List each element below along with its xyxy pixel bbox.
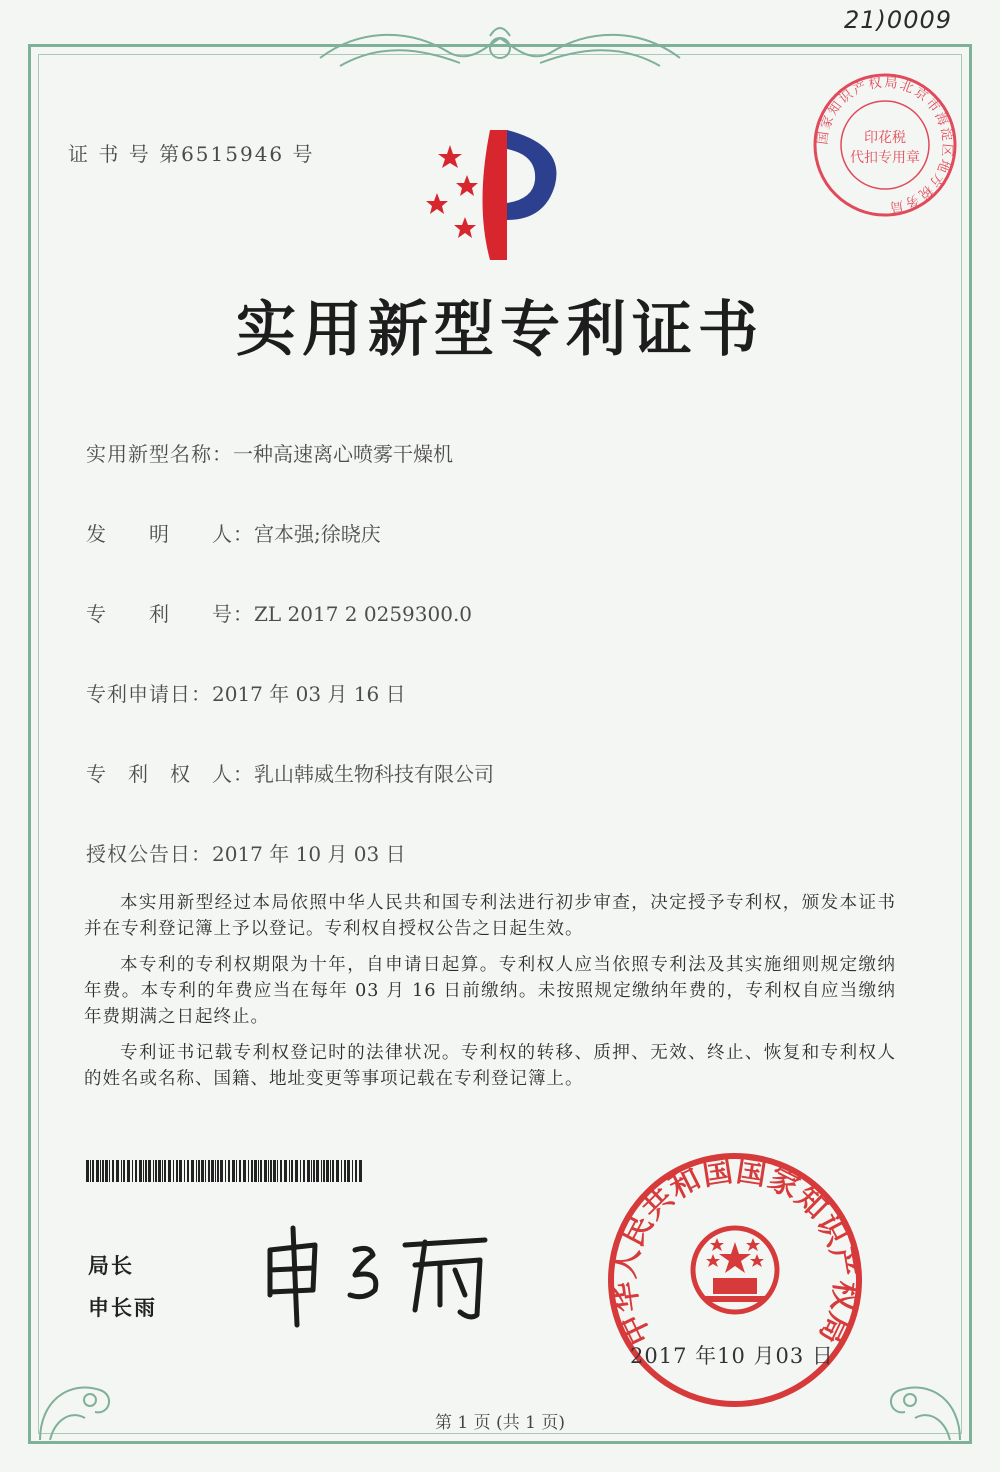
barcode-bar (352, 1160, 353, 1182)
barcode-bar (86, 1160, 89, 1182)
barcode-bar (284, 1160, 287, 1182)
barcode-bar (323, 1160, 325, 1182)
barcode-bar (332, 1160, 334, 1182)
barcode-bar (132, 1160, 133, 1182)
page-title: 实用新型专利证书 (236, 295, 764, 365)
barcode-bar (295, 1160, 298, 1182)
barcode-bar (201, 1160, 204, 1182)
field-label: 专利申请日： (86, 682, 212, 706)
body-paragraph-1: 本实用新型经过本局依照中华人民共和国专利法进行初步审查，决定授予专利权，颁发本证书并在专利登记簿上予以登记。专利权自授权公告之日起生效。 (84, 893, 896, 939)
barcode-bar (143, 1160, 144, 1182)
director-signature (255, 1220, 505, 1330)
barcode-bar (311, 1160, 312, 1182)
barcode-bar (179, 1160, 182, 1182)
barcode-bar (168, 1160, 171, 1182)
barcode-bar (116, 1160, 119, 1182)
barcode (86, 1160, 366, 1182)
field-value: 一种高速离心喷雾干燥机 (233, 442, 453, 466)
barcode-bar (90, 1160, 91, 1182)
barcode-bar (300, 1160, 301, 1182)
barcode-bar (145, 1160, 147, 1182)
patent-office-logo (415, 125, 565, 265)
barcode-bar (260, 1160, 262, 1182)
tax-seal-outer-text: 国家知识产权局北京市海淀区地方税务局 (815, 75, 955, 215)
barcode-bar (148, 1160, 151, 1182)
barcode-bar (164, 1160, 166, 1182)
tax-seal-inner-line2: 代扣专用章 (850, 150, 920, 166)
bottom-left-ornament (30, 1340, 130, 1450)
barcode-bar (121, 1160, 122, 1182)
field-patentee (86, 758, 494, 787)
barcode-bar (341, 1160, 342, 1182)
barcode-bar (330, 1160, 331, 1182)
barcode-bar (280, 1160, 282, 1182)
barcode-bar (153, 1160, 154, 1182)
barcode-bar (217, 1160, 219, 1182)
top-ornament (300, 18, 700, 78)
barcode-bar (127, 1160, 130, 1182)
barcode-bar (92, 1160, 94, 1182)
body-paragraph-3: 专利证书记载专利权登记时的法律状况。专利权的转移、质押、无效、终止、恢复和专利权人的姓名或名称、国籍、地址变更等事项记载在专利登记簿上。 (84, 1043, 896, 1089)
field-patent-number (86, 598, 472, 627)
tax-seal-inner-line1: 印花税 (864, 130, 906, 146)
barcode-bar (155, 1160, 157, 1182)
barcode-bar (270, 1160, 272, 1182)
barcode-bar (109, 1160, 110, 1182)
barcode-bar (205, 1160, 206, 1182)
barcode-bar (326, 1160, 329, 1182)
barcode-bar (176, 1160, 178, 1182)
handwritten-note: 21)0009 (844, 6, 952, 34)
bottom-right-ornament (870, 1340, 970, 1450)
barcode-bar (220, 1160, 223, 1182)
barcode-bar (96, 1160, 99, 1182)
field-value: 乳山韩威生物科技有限公司 (254, 762, 494, 786)
barcode-bar (303, 1160, 305, 1182)
barcode-bar (321, 1160, 322, 1182)
field-label: 专 利 权 人： (86, 762, 254, 786)
seal-date: 2017 年10 月03 日 (630, 1344, 834, 1368)
barcode-bar (316, 1160, 319, 1182)
field-inventor (86, 518, 381, 547)
barcode-bar (105, 1160, 108, 1182)
barcode-bar (347, 1160, 350, 1182)
page-footer: 第 1 页 (共 1 页) (435, 1413, 565, 1433)
certificate-number: 证 书 号 第6515946 号 (68, 142, 315, 166)
barcode-bar (289, 1160, 290, 1182)
barcode-bar (355, 1160, 357, 1182)
field-label: 发 明 人： (86, 522, 254, 546)
barcode-bar (228, 1160, 230, 1182)
field-utility-model-name (86, 438, 453, 467)
barcode-bar (211, 1160, 214, 1182)
barcode-bar (248, 1160, 249, 1182)
field-label: 专 利 号： (86, 602, 254, 626)
barcode-bar (187, 1160, 189, 1182)
official-seal (605, 1150, 865, 1410)
barcode-bar (277, 1160, 278, 1182)
barcode-bar (264, 1160, 267, 1182)
barcode-bar (100, 1160, 101, 1182)
barcode-bar (184, 1160, 185, 1182)
barcode-bar (191, 1160, 194, 1182)
field-label: 授权公告日： (86, 842, 212, 866)
barcode-bar (291, 1160, 293, 1182)
tax-stamp-seal (810, 70, 960, 220)
field-value: ZL 2017 2 0259300.0 (254, 602, 473, 626)
barcode-bar (232, 1160, 235, 1182)
barcode-bar (123, 1160, 125, 1182)
barcode-bar (336, 1160, 339, 1182)
barcode-bar (236, 1160, 237, 1182)
barcode-bar (273, 1160, 276, 1182)
field-grant-date (86, 838, 406, 867)
barcode-bar (251, 1160, 253, 1182)
barcode-bar (112, 1160, 114, 1182)
barcode-bar (239, 1160, 241, 1182)
barcode-bar (359, 1160, 362, 1182)
barcode-bar (225, 1160, 226, 1182)
national-emblem-icon (693, 1228, 777, 1312)
barcode-bar (173, 1160, 174, 1182)
body-paragraph-2: 本专利的专利权期限为十年，自申请日起算。专利权人应当依照专利法及其实施细则规定缴纳年费。本专利的年费应当在每年 03 月 16 日前缴纳。未按照规定缴纳年费的，专利权自应当缴纳年费期满之日起终止。 (84, 955, 896, 1027)
field-filing-date (86, 678, 406, 707)
barcode-bar (258, 1160, 259, 1182)
seal-text: 中华人民共和国国家知识产权局 (607, 1153, 863, 1351)
barcode-bar (196, 1160, 197, 1182)
field-value: 2017 年 03 月 16 日 (212, 682, 406, 706)
certificate-body (84, 890, 896, 1102)
director-title: 局长 (88, 1254, 134, 1278)
barcode-bar (215, 1160, 216, 1182)
director-name: 申长雨 (88, 1296, 157, 1320)
barcode-bar (268, 1160, 269, 1182)
barcode-bar (208, 1160, 210, 1182)
barcode-bar (254, 1160, 257, 1182)
barcode-bar (162, 1160, 163, 1182)
barcode-bar (139, 1160, 142, 1182)
barcode-bar (198, 1160, 200, 1182)
barcode-bar (158, 1160, 161, 1182)
barcode-bar (307, 1160, 310, 1182)
field-value: 2017 年 10 月 03 日 (212, 842, 406, 866)
field-label: 实用新型名称： (86, 442, 233, 466)
field-value: 宫本强;徐晓庆 (254, 522, 381, 546)
barcode-bar (243, 1160, 246, 1182)
barcode-bar (344, 1160, 346, 1182)
barcode-bar (135, 1160, 137, 1182)
barcode-bar (102, 1160, 104, 1182)
barcode-bar (313, 1160, 315, 1182)
